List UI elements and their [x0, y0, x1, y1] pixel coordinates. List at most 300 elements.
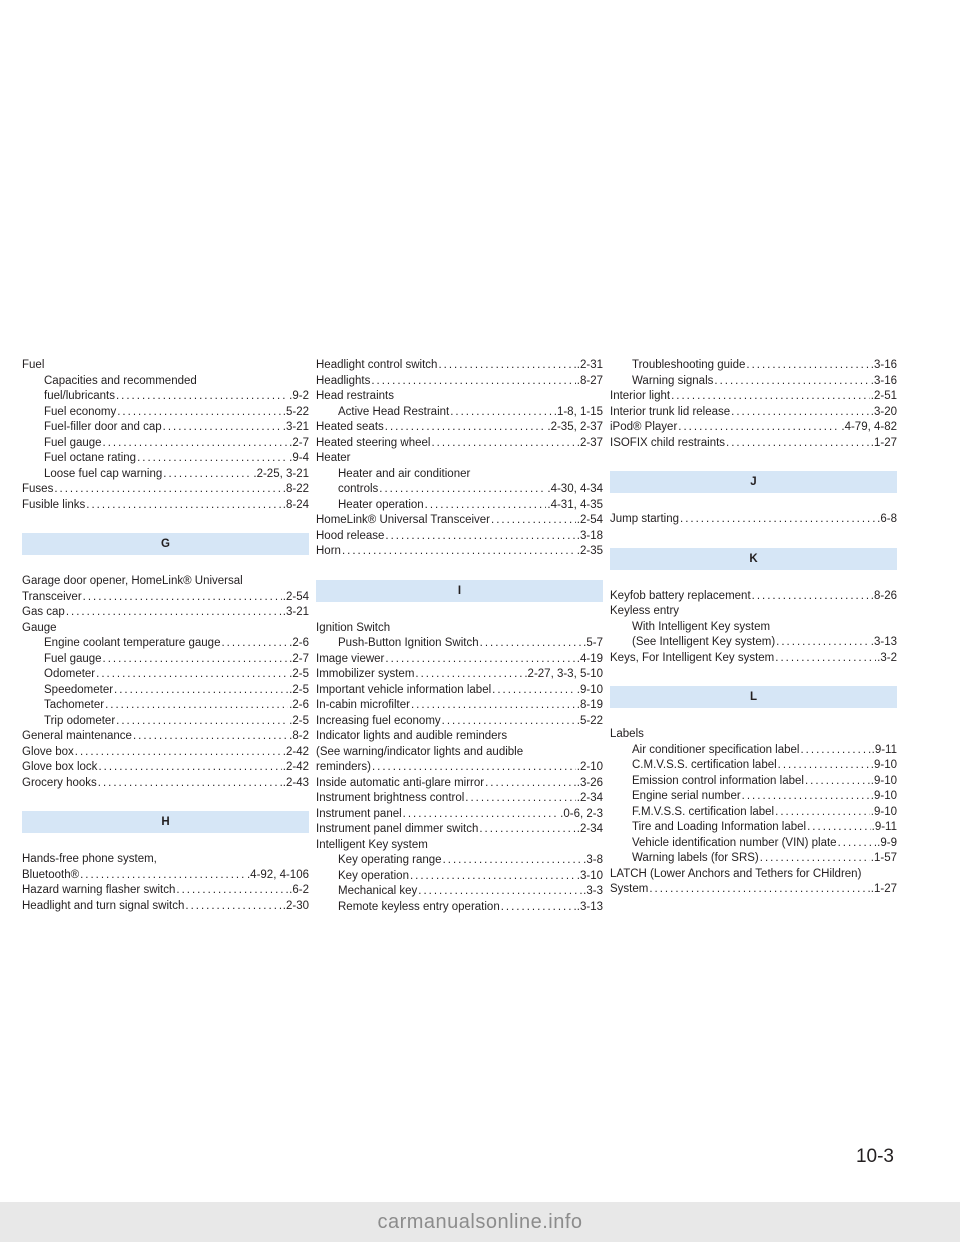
index-entry	[316, 745, 603, 761]
entry-text: Head restraints	[316, 390, 394, 402]
entry-text: Trip odometer	[44, 714, 116, 727]
page-reference: .3-18	[576, 529, 603, 542]
page-reference: .3-3	[583, 885, 603, 897]
index-entry	[22, 574, 309, 590]
page-reference: .9-9	[877, 836, 897, 849]
entry-text: Inside automatic anti-glare mirror	[316, 776, 485, 789]
page-reference: .3-21	[282, 606, 309, 618]
index-entry	[610, 436, 897, 452]
dot-leader	[649, 882, 869, 898]
index-subentry	[316, 467, 603, 483]
dot-leader	[403, 807, 560, 823]
index-entry	[316, 683, 603, 699]
index-subentry	[610, 774, 897, 790]
entry-text: Engine serial number	[632, 790, 741, 802]
page-reference: .4-92, 4-106	[246, 868, 309, 881]
entry-text: Key operation	[338, 869, 409, 882]
entry-text: (See warning/indicator lights and audible	[316, 745, 524, 758]
dot-leader	[778, 758, 870, 774]
index-subentry	[316, 853, 603, 869]
dot-leader	[80, 868, 246, 884]
index-entry	[610, 405, 897, 421]
page-reference: .2-34	[576, 792, 603, 804]
dot-leader	[98, 776, 282, 792]
page-reference: .3-26	[576, 776, 603, 789]
dot-leader	[415, 667, 523, 683]
index-entry	[610, 651, 897, 667]
page-reference: .5-22	[282, 405, 309, 418]
dot-leader	[185, 899, 281, 915]
index-subentry	[610, 851, 897, 867]
entry-text: Engine coolant temperature gauge	[44, 637, 221, 649]
index-subentry	[316, 884, 603, 900]
page-reference: .2-30	[282, 899, 309, 912]
dot-leader	[411, 698, 576, 714]
dot-leader	[133, 729, 288, 745]
page-reference: .9-11	[871, 821, 897, 833]
entry-text: Indicator lights and audible reminders	[316, 730, 508, 742]
entry-text: HomeLink® Universal Transceiver	[316, 514, 491, 526]
dot-leader	[807, 820, 871, 836]
dot-leader	[75, 745, 282, 761]
page-reference: .9-11	[871, 743, 897, 756]
entry-text: Vehicle identification number (VIN) plate	[632, 836, 837, 849]
page-reference: .2-5	[289, 683, 309, 696]
dot-leader	[492, 683, 576, 699]
index-subentry	[22, 451, 309, 467]
dot-leader	[726, 436, 870, 452]
index-entry	[316, 791, 603, 807]
index-entry	[22, 729, 309, 745]
section-letter-header: J	[610, 471, 897, 493]
dot-leader	[163, 420, 282, 436]
entry-text: Gauge	[22, 621, 57, 634]
page-reference: .3-2	[877, 651, 897, 664]
entry-text: reminders)	[316, 761, 371, 773]
page-reference: .2-51	[870, 390, 897, 402]
index-entry	[22, 590, 309, 606]
entry-text: ISOFIX child restraints	[610, 436, 726, 449]
entry-text: Fuel-filler door and cap	[44, 421, 162, 433]
index-entry	[22, 776, 309, 792]
page-reference: .4-30, 4-34	[547, 483, 603, 495]
section-letter-header: K	[610, 548, 897, 570]
index-entry	[22, 482, 309, 498]
page-reference: .6-8	[877, 513, 897, 525]
index-subentry	[22, 405, 309, 421]
page-reference: .2-54	[576, 514, 603, 526]
dot-leader	[116, 389, 288, 405]
page-reference: .1-27	[870, 883, 897, 895]
dot-leader	[342, 544, 576, 560]
index-subentry	[610, 358, 897, 374]
index-entry	[316, 667, 603, 683]
dot-leader	[746, 358, 869, 374]
page-reference: .2-37	[576, 436, 603, 449]
index-entry	[316, 621, 603, 637]
entry-text: LATCH (Lower Anchors and Tethers for CHildren)	[610, 867, 862, 880]
entry-text: (See Intelligent Key system)	[632, 636, 776, 648]
dot-leader	[54, 482, 281, 498]
index-entry	[610, 589, 897, 605]
index-entry	[316, 389, 603, 405]
index-entry	[316, 729, 603, 745]
page-reference: .3-16	[870, 359, 897, 371]
entry-text: Labels	[610, 728, 644, 740]
dot-leader	[438, 358, 575, 374]
entry-text: In-cabin microfilter	[316, 699, 410, 711]
entry-text: Image viewer	[316, 652, 385, 665]
entry-text: Keyless entry	[610, 605, 680, 617]
entry-text: Ignition Switch	[316, 621, 391, 634]
entry-text: Garage door opener, HomeLink® Universal	[22, 575, 243, 587]
index-subentry	[22, 374, 309, 390]
index-entry	[610, 727, 897, 743]
index-subentry	[316, 405, 603, 421]
entry-text: Keyfob battery replacement	[610, 589, 751, 602]
dot-leader	[731, 405, 870, 421]
entry-text: Mechanical key	[338, 885, 418, 897]
index-subentry	[22, 420, 309, 436]
page-reference: .2-25, 3-21	[253, 467, 309, 480]
entry-text: Interior trunk lid release	[610, 405, 731, 418]
dot-leader	[98, 760, 281, 776]
entry-text: Speedometer	[44, 683, 114, 696]
index-entry	[316, 652, 603, 668]
index-entry	[610, 867, 897, 883]
page-reference: .2-43	[282, 776, 309, 789]
dot-leader	[465, 791, 575, 807]
entry-text: Troubleshooting guide	[632, 359, 746, 371]
entry-text: Glove box	[22, 745, 74, 758]
entry-text: Horn	[316, 545, 341, 557]
entry-text: Air conditioner specification label	[632, 743, 800, 756]
page-reference: .2-27, 3-3, 5-10	[524, 668, 603, 680]
page-reference: .8-19	[576, 699, 603, 711]
page-reference: .0-6, 2-3	[560, 807, 603, 820]
index-entry	[22, 745, 309, 761]
page-reference: .2-5	[289, 668, 309, 680]
index-entry	[316, 544, 603, 560]
index-subentry	[316, 869, 603, 885]
page-reference: .4-31, 4-35	[547, 498, 603, 511]
entry-text: Headlight control switch	[316, 359, 438, 371]
entry-text: Fuses	[22, 483, 54, 495]
page-reference: .9-2	[289, 390, 309, 402]
entry-text: Bluetooth®	[22, 868, 80, 881]
entry-text: Fusible links	[22, 498, 86, 511]
dot-leader	[114, 683, 288, 699]
entry-text: Keys, For Intelligent Key system	[610, 651, 775, 664]
index-subentry	[610, 758, 897, 774]
dot-leader	[425, 498, 547, 514]
page-reference: .5-7	[583, 637, 603, 649]
index-subentry	[316, 498, 603, 514]
dot-leader	[137, 451, 288, 467]
page-reference: .2-42	[282, 761, 309, 773]
dot-leader	[491, 513, 576, 529]
page-reference: .9-10	[870, 805, 897, 818]
entry-text: F.M.V.S.S. certification label	[632, 805, 775, 818]
entry-text: controls	[338, 483, 379, 495]
entry-text: Fuel gauge	[44, 436, 102, 449]
page-reference: .2-10	[576, 761, 603, 773]
index-entry	[610, 604, 897, 620]
section-letter-header: I	[316, 580, 603, 602]
page-reference: .3-8	[583, 854, 603, 866]
entry-text: Fuel octane rating	[44, 452, 137, 464]
dot-leader	[385, 529, 575, 545]
entry-text: Warning signals	[632, 374, 714, 387]
index-subentry	[22, 714, 309, 730]
dot-leader	[103, 652, 289, 668]
index-entry	[22, 899, 309, 915]
index-subentry	[22, 389, 309, 405]
page-reference: .1-57	[870, 852, 897, 864]
entry-text: Active Head Restraint	[338, 405, 450, 418]
index-entry	[22, 621, 309, 637]
entry-text: Instrument panel	[316, 807, 402, 820]
page-reference: .1-8, 1-15	[553, 405, 603, 418]
entry-text: Heated seats	[316, 421, 384, 433]
entry-text: Headlight and turn signal switch	[22, 899, 185, 912]
dot-leader	[371, 374, 575, 390]
dot-leader	[116, 714, 288, 730]
entry-text: Interior light	[610, 390, 671, 402]
index-subentry	[22, 683, 309, 699]
entry-text: Heater operation	[338, 498, 424, 511]
index-entry	[610, 420, 897, 436]
index-entry	[22, 498, 309, 514]
index-subentry	[22, 436, 309, 452]
dot-leader	[379, 482, 546, 498]
entry-text: Increasing fuel economy	[316, 714, 441, 727]
dot-leader	[714, 374, 869, 390]
page-reference: .2-34	[576, 823, 603, 835]
index-entry	[316, 822, 603, 838]
dot-leader	[418, 884, 582, 900]
dot-leader	[105, 698, 288, 714]
index-entry	[316, 807, 603, 823]
page-number: 10-3	[855, 1146, 894, 1167]
page-reference: .2-7	[289, 436, 309, 449]
index-subentry	[316, 482, 603, 498]
entry-text: Important vehicle information label	[316, 683, 492, 696]
entry-text: Heater and air conditioner	[338, 467, 471, 480]
index-entry	[22, 852, 309, 868]
index-subentry	[610, 820, 897, 836]
entry-text: Heated steering wheel	[316, 436, 431, 449]
entry-text: Remote keyless entry operation	[338, 900, 500, 913]
entry-text: iPod® Player	[610, 421, 678, 433]
page-reference: .8-27	[576, 374, 603, 387]
index-column-1	[22, 358, 309, 914]
page-reference: .8-22	[282, 483, 309, 495]
dot-leader	[760, 851, 870, 867]
dot-leader	[83, 590, 282, 606]
index-subentry	[610, 805, 897, 821]
page-reference: .3-10	[576, 869, 603, 882]
entry-text: Glove box lock	[22, 761, 98, 773]
page-reference: .2-6	[289, 637, 309, 649]
entry-text: With Intelligent Key system	[632, 620, 771, 633]
index-entry	[610, 512, 897, 528]
page-reference: .8-2	[289, 730, 309, 742]
index-entry	[316, 374, 603, 390]
index-entry	[610, 882, 897, 898]
entry-text: Warning labels (for SRS)	[632, 852, 759, 864]
index-subentry	[22, 467, 309, 483]
index-column-2	[316, 358, 603, 915]
dot-leader	[775, 651, 876, 667]
index-subentry	[22, 667, 309, 683]
entry-text: Tachometer	[44, 699, 105, 711]
page-reference: .2-35	[576, 545, 603, 557]
dot-leader	[176, 883, 288, 899]
entry-text: C.M.V.S.S. certification label	[632, 759, 777, 771]
dot-leader	[385, 652, 575, 668]
page-reference: .9-4	[289, 452, 309, 464]
dot-leader	[163, 467, 252, 483]
index-entry	[22, 760, 309, 776]
index-entry	[22, 358, 309, 374]
page-reference: .4-79, 4-82	[841, 421, 897, 433]
dot-leader	[838, 836, 877, 852]
page-reference: .9-10	[870, 774, 897, 787]
entry-text: Emission control information label	[632, 774, 804, 787]
index-subentry	[610, 374, 897, 390]
index-subentry	[316, 636, 603, 652]
entry-text: Heater	[316, 452, 351, 464]
entry-text: Hood release	[316, 529, 385, 542]
entry-text: Fuel	[22, 359, 45, 371]
dot-leader	[805, 774, 870, 790]
page-reference: .3-20	[870, 405, 897, 418]
index-subentry	[610, 743, 897, 759]
dot-leader	[800, 743, 870, 759]
dot-leader	[221, 636, 288, 652]
entry-text: Jump starting	[610, 513, 680, 525]
dot-leader	[443, 853, 583, 869]
index-entry	[22, 868, 309, 884]
entry-text: Immobilizer system	[316, 668, 415, 680]
page-reference: .4-19	[576, 652, 603, 665]
index-entry	[316, 776, 603, 792]
dot-leader	[96, 667, 288, 683]
section-letter-header: H	[22, 811, 309, 833]
page-reference: .3-16	[870, 374, 897, 387]
page-reference: .3-13	[576, 900, 603, 913]
entry-text: Intelligent Key system	[316, 838, 428, 851]
page-reference: .2-42	[282, 745, 309, 758]
dot-leader	[678, 420, 840, 436]
dot-leader	[117, 405, 282, 421]
page-reference: .2-31	[576, 359, 603, 371]
entry-text: Push-Button Ignition Switch	[338, 637, 479, 649]
index-subentry	[610, 635, 897, 651]
index-entry	[316, 358, 603, 374]
dot-leader	[66, 605, 282, 621]
page-reference: .2-35, 2-37	[547, 421, 603, 433]
page-reference: .3-21	[282, 421, 309, 433]
index-subentry	[22, 652, 309, 668]
dot-leader	[372, 760, 576, 776]
page-reference: .3-13	[870, 636, 897, 648]
entry-text: Instrument panel dimmer switch	[316, 823, 479, 835]
page-reference: .9-10	[576, 683, 603, 696]
index-entry	[316, 436, 603, 452]
page-reference: .6-2	[289, 884, 309, 896]
dot-leader	[501, 900, 576, 916]
dot-leader	[752, 589, 870, 605]
entry-text: Gas cap	[22, 606, 65, 618]
entry-text: Instrument brightness control	[316, 792, 465, 804]
entry-text: Hazard warning flasher switch	[22, 884, 176, 896]
entry-text: Fuel gauge	[44, 652, 102, 665]
dot-leader	[442, 714, 576, 730]
entry-text: Fuel economy	[44, 405, 117, 418]
index-subentry	[22, 636, 309, 652]
dot-leader	[431, 436, 575, 452]
page-reference: .2-5	[289, 714, 309, 727]
index-entry	[22, 605, 309, 621]
index-entry	[316, 698, 603, 714]
watermark-banner: carmanualsonline.info	[0, 1202, 960, 1242]
dot-leader	[742, 789, 870, 805]
dot-leader	[671, 389, 870, 405]
page-reference: .8-26	[870, 589, 897, 602]
section-letter-header: G	[22, 533, 309, 555]
index-entry	[316, 529, 603, 545]
page-reference: .5-22	[576, 714, 603, 727]
page-reference: .2-7	[289, 652, 309, 665]
index-subentry	[22, 698, 309, 714]
index-subentry	[610, 620, 897, 636]
index-column-3	[610, 358, 897, 898]
dot-leader	[385, 420, 547, 436]
index-entry	[316, 760, 603, 776]
dot-leader	[450, 405, 553, 421]
index-entry	[316, 451, 603, 467]
entry-text: System	[610, 883, 649, 895]
page-reference: .8-24	[282, 498, 309, 511]
dot-leader	[485, 776, 576, 792]
entry-text: Tire and Loading Information label	[632, 821, 807, 833]
dot-leader	[479, 822, 575, 838]
index-entry	[22, 883, 309, 899]
entry-text: Transceiver	[22, 590, 82, 603]
dot-leader	[680, 512, 876, 528]
entry-text: Odometer	[44, 668, 96, 680]
entry-text: Grocery hooks	[22, 776, 97, 789]
dot-leader	[775, 805, 870, 821]
index-entry	[316, 513, 603, 529]
index-entry	[316, 420, 603, 436]
entry-text: Headlights	[316, 374, 371, 387]
entry-text: Key operating range	[338, 854, 442, 866]
page-reference: .2-54	[282, 590, 309, 603]
index-entry	[316, 838, 603, 854]
entry-text: Loose fuel cap warning	[44, 467, 163, 480]
entry-text: fuel/lubricants	[44, 390, 115, 402]
page-reference: .9-10	[870, 759, 897, 771]
dot-leader	[480, 636, 583, 652]
index-entry	[610, 389, 897, 405]
page-reference: .2-6	[289, 699, 309, 711]
dot-leader	[103, 436, 289, 452]
dot-leader	[776, 635, 870, 651]
entry-text: General maintenance	[22, 730, 132, 742]
